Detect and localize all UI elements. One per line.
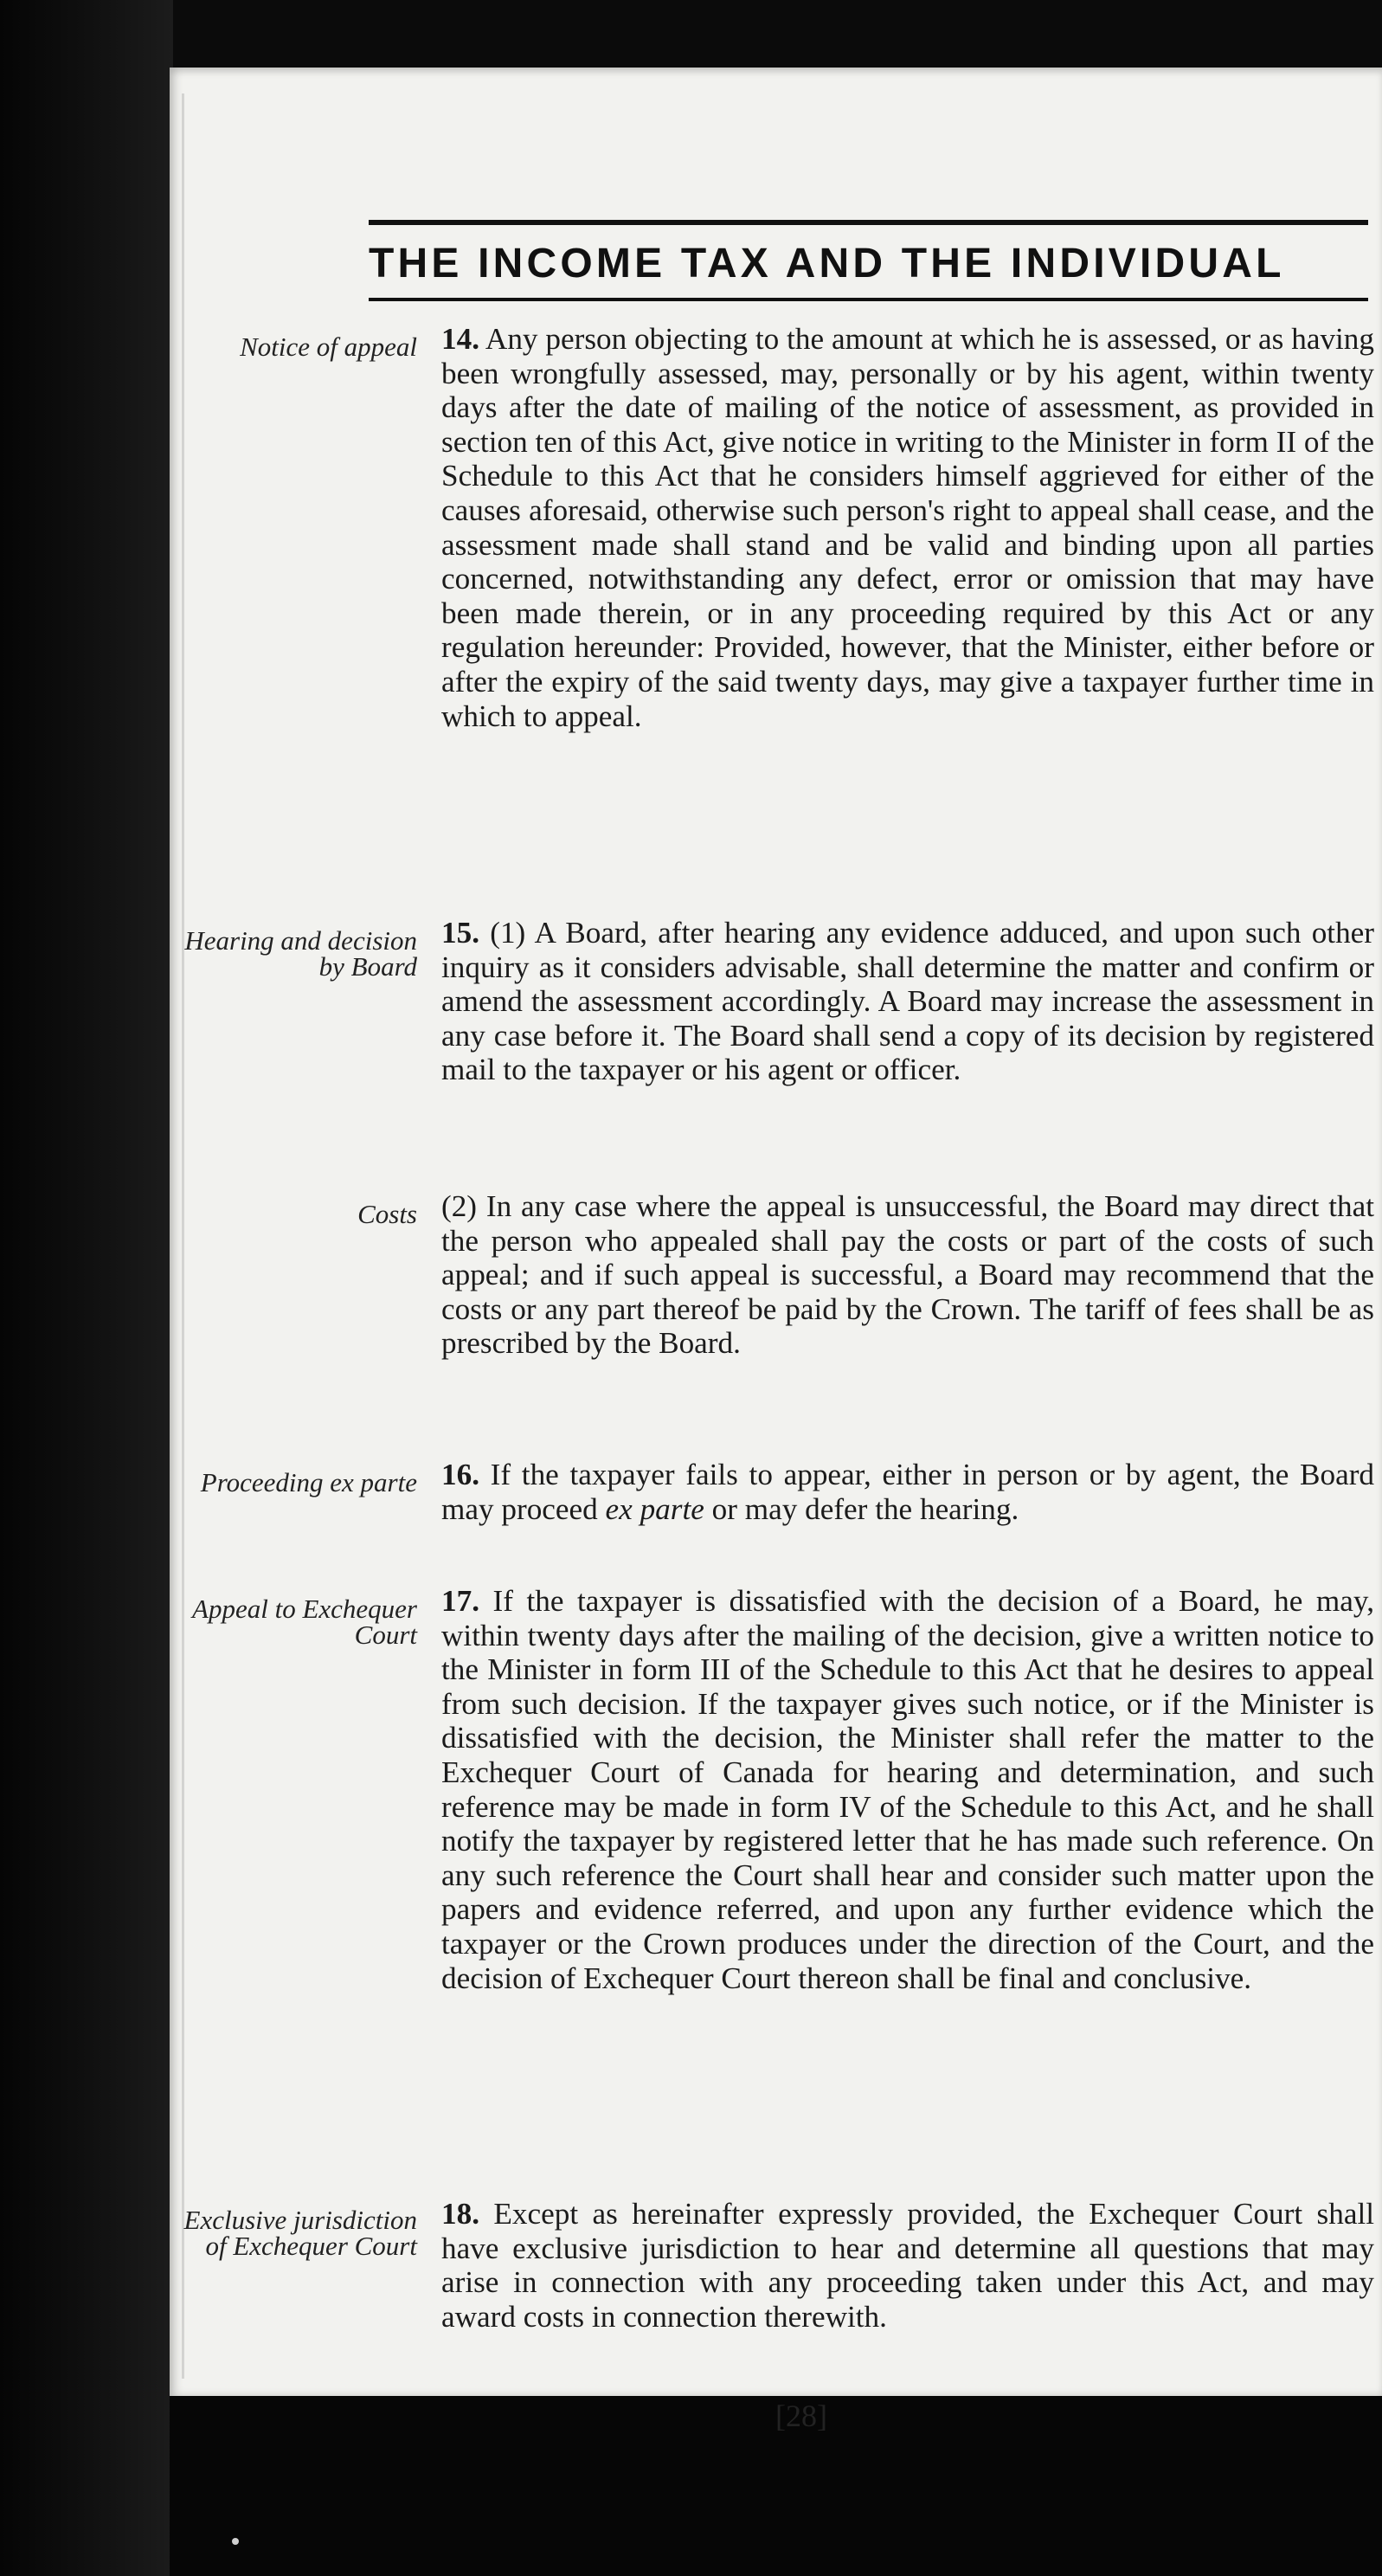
section-number: 15. [441, 916, 479, 950]
margin-note: Costs [357, 1199, 417, 1229]
header-rule-bottom [369, 298, 1368, 301]
section-text [441, 322, 1374, 733]
section-body: (2) In any case where the appeal is unsuccessful, the Board may direct that the person who appealed shall pay the costs or part of the costs of such appeal; and if such appeal is successful, a Board may recommend that the costs or any part thereof be paid by the Crown. The tariff of fees shall be as prescribed by the Board. [441, 1189, 1374, 1361]
margin-note: Proceeding ex parte [200, 1467, 417, 1497]
section-number: 18. [441, 2197, 479, 2231]
section-text [441, 1189, 1374, 1361]
scan-background-left [0, 0, 173, 2576]
section-text [441, 916, 1374, 1087]
section-number: 14. [441, 322, 479, 356]
running-header: THE INCOME TAX AND THE INDIVIDUAL [369, 241, 1285, 287]
margin-note: Exclusive jurisdiction of Exchequer Court [183, 2205, 417, 2261]
section-body-italic: ex parte [605, 1491, 704, 1526]
page-gutter-shadow [182, 93, 184, 2379]
margin-note: Hearing and decision by Board [184, 925, 417, 982]
section-body: (1) A Board, after hearing any evidence adduced, and upon such other inquiry as it considers advisable, shall determine the matter and confirm or amend the assessment accordingly. A Board may increase the assessment in any case before it. The Board shall send a copy of its decision by registered mail to the taxpayer or his agent or officer. [441, 916, 1374, 1087]
section-text [441, 1584, 1374, 1995]
section-number: 16. [441, 1458, 479, 1491]
scan-speck [232, 2538, 239, 2545]
section-number: 17. [441, 1584, 479, 1618]
header-rule-top [369, 220, 1368, 225]
margin-note: Appeal to Exchequer Court [192, 1594, 417, 1650]
section-body: Any person objecting to the amount at which he is assessed, or as having been wrongfully assessed, may, personally or by his agent, within twenty days after the date of mailing of the notice of assessment, as provided in section ten of this Act, give notice in writing to the Minister in form II of the Schedule to this Act that he considers himself aggrieved for either of the causes aforesaid, otherwise such person's right to appeal shall cease, and the assessment made shall stand and be valid and binding upon all parties concerned, notwithstanding any defect, error or omission that may have been made therein, or in any proceeding required by this Act or any regulation hereunder: Provided, however, that the Minister, either before or after the expiry of the said twenty days, may give a taxpayer further time in which to appeal. [441, 322, 1374, 733]
section-body: or may defer the hearing. [711, 1491, 1019, 1526]
page-number: [28] [775, 2399, 827, 2433]
section-body: If the taxpayer fails to appear, either in person or by agent, the Board may proceed [441, 1458, 1375, 1526]
margin-note: Notice of appeal [240, 332, 417, 362]
section-text [441, 2197, 1374, 2334]
section-body: If the taxpayer is dissatisfied with the decision of a Board, he may, within twenty days after the mailing of the decision, give a written notice to the Minister in form III of the Schedule to this Act that he desires to appeal from such decision. If the taxpayer gives such notice, or if the Minister is dissatisfied with the decision, the Minister shall refer the matter to the Exchequer Court of Canada for hearing and determination, and such reference may be made in form IV of the Schedule to this Act, and he shall notify the taxpayer by registered letter that he has made such reference. On any such reference the Court shall hear and consider such matter upon the papers and evidence referred, and upon any further evidence which the taxpayer or the Crown produces under the direction of the Court, and the decision of Exchequer Court thereon shall be final and conclusive. [441, 1584, 1374, 1995]
section-body: Except as hereinafter expressly provided, the Exchequer Court shall have exclusive jurisdiction to hear and determine all questions that may arise in connection with any proceeding taken under this Act, and may award costs in connection therewith. [441, 2197, 1375, 2334]
section-text [441, 1458, 1374, 1526]
document-page [170, 68, 1382, 2433]
